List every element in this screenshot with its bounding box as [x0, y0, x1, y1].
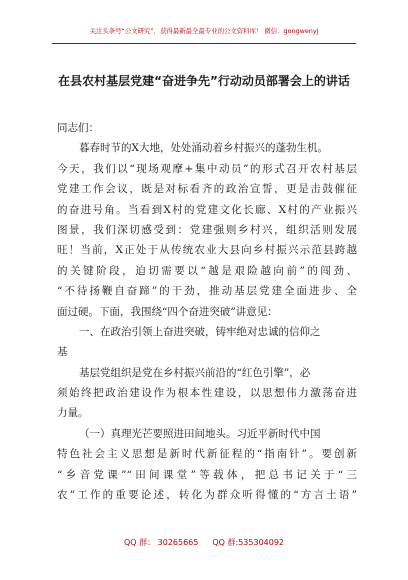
body-line: 特色社会主义思想是新时代新征程的“指南针”。要创新	[57, 448, 357, 461]
header-banner: 关注头条号“公文研究”，获得最新最全最专业的公文资料库！ 微信：gongwenyj	[89, 27, 319, 35]
body-line: 基层党组织是党在乡村振兴前沿的“红色引擎”，必	[79, 366, 311, 379]
body-line: 党建工作会议，既是对标看齐的政治宣誓，更是击鼓催征	[57, 183, 357, 196]
body-line: 今天，我们以“现场观摩+集中动员”的形式召开农村基层	[57, 162, 357, 175]
footer-contacts	[0, 537, 408, 548]
qq-group-1: QQ 群： 30265665	[123, 538, 199, 547]
body-line: 的关键阶段，迫切需要以“越是艰险越向前”的闯劲、	[57, 264, 357, 277]
subsection-heading: （一）真理光芒要照进田间地头。习近平新时代中国	[79, 427, 321, 440]
section-heading-continued: 基	[57, 346, 68, 359]
body-line: 农”工作的重要论述，转化为群众听得懂的“方言土语”	[57, 489, 357, 502]
body-line: 旺！当前，X正处于从传统农业大县向乡村振兴示范县跨越	[57, 244, 357, 257]
body-line: 图景，我们深切感受到：党建强则乡村兴，组织活则发展	[57, 223, 357, 236]
body-line: “不待扬鞭自奋蹄”的干劲，推动基层党建全面进步、全	[57, 285, 357, 298]
document-title: 在县农村基层党建“奋进争先”行动动员部署会上的讲话	[58, 74, 350, 88]
body-line: 的奋进号角。当看到X村的党建文化长廊、X村的产业振兴	[57, 203, 357, 216]
body-line: 须始终把政治建设作为根本性建设，以思想伟力激荡奋进	[57, 387, 357, 400]
section-heading: 一、在政治引领上奋进突破，铸牢绝对忠诚的信仰之	[79, 325, 321, 338]
body-line: 力量。	[57, 407, 89, 420]
salutation: 同志们：	[57, 122, 99, 134]
body-line: 面过硬。下面，我围绕“四个奋进突破”讲意见：	[57, 305, 278, 318]
document-body	[57, 118, 357, 505]
qq-group-2: QQ 群:535304092	[212, 538, 285, 547]
body-line: 暮春时节的X大地，处处涌动着乡村振兴的蓬勃生机。	[79, 142, 328, 155]
header-divider	[52, 43, 356, 44]
body-line: “乡音党课”“田间课堂”等载体，把总书记关于“三	[57, 468, 357, 481]
